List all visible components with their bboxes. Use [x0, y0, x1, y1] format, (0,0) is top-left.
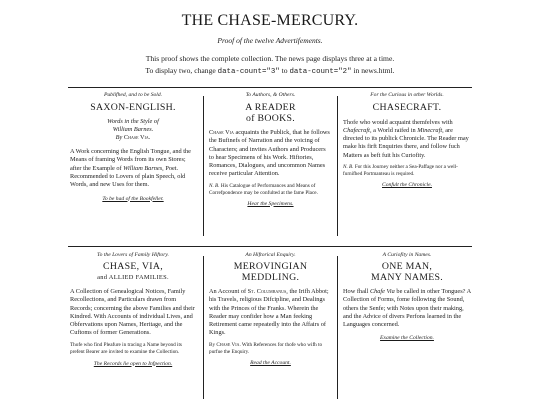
column-divider-2-bottom — [337, 256, 338, 399]
advertisement-merovingian-meddling — [209, 252, 332, 404]
records-link[interactable]: The Records lie open to Infpection. — [93, 360, 173, 367]
ad-nota-bene: N. B. His Catalogue of Performances and Means of Correfpondence may be confulted at the fame Place. — [209, 182, 318, 196]
ad-byline: Words in the Style of William Barnes. By Chase Via. — [107, 117, 159, 141]
ad-body: How fhall Chafe Via be called in other Tongues? A Collection of Forms, fome following the Sound, others the Senfe; with Notes upon their making, and the Advice of divers Perfons learned in the Languages concerned. — [343, 288, 471, 329]
ad-invitation: Thofe who find Pleafure in tracing a Name beyond its prefent Bearer are invited to examine the Collection. — [70, 341, 182, 355]
ad-kicker: To Authors, & Others. — [245, 92, 296, 98]
ad-body: An Account of St. Columbanus, the Irifh Abbot; his Travels, religious Difcipline, and Dealings with the Princes of the Franks. Wherein the Reader may confider how a Man feeking Retirement came repeatedly into the Affairs of Kings. — [209, 288, 329, 337]
advertisement-chase-via-families — [70, 252, 196, 404]
ad-kicker: For the Curious in other Worlds. — [370, 92, 444, 98]
ad-nota-bene: N. B. For this Journey neither a Sea-Paffage nor a well-furnifhed Portmanteau is required. — [343, 163, 458, 177]
ad-body: Chase Via acquaints the Publick, that he follows the Bufinefs of Narration and the voicing of Characters; and invites Authors and Producers to hear Specimens of his Work. Hiftories, Romances, Dialogues, and uncommon Names receive particular Attention. — [209, 129, 330, 178]
ad-title: ONE MAN, MANY NAMES. — [370, 261, 444, 283]
collection-link[interactable]: Examine the Collection. — [380, 335, 434, 342]
code-snippet-count-2: data-count="2" — [289, 68, 352, 76]
ad-kicker: An Hiftorical Enquiry. — [245, 252, 296, 258]
column-divider-2-top — [337, 96, 338, 236]
ad-body: Thofe who would acquaint themfelves with Chafecraft, a World raifed in Minecraft, are directed to its publick Chronicle. The Reader may make his firft Enquiries there, and follow fuch Matters as beft fuit his Curiofity. — [343, 118, 469, 159]
ad-title: MEROVINGIAN MEDDLING. — [233, 261, 308, 283]
advertisement-one-man-many-names — [343, 252, 471, 404]
specimens-link[interactable]: Hear the Specimens. — [247, 200, 294, 207]
column-divider-1-top — [203, 96, 204, 236]
ad-title: CHASE, VIA, and ALLIED FAMILIES. — [97, 261, 169, 281]
masthead-title: THE CHASE-MERCURY. — [181, 12, 359, 29]
ad-kicker: A Curiofity in Names. — [382, 252, 432, 258]
ad-title: A READER of BOOKS. — [245, 102, 296, 124]
account-link[interactable]: Read the Account. — [250, 359, 291, 366]
bookseller-link[interactable]: To be had of the Bookfeller. — [102, 195, 164, 202]
middle-rule — [68, 246, 472, 247]
code-snippet-count-3: data-count="3" — [217, 68, 280, 76]
advertisement-reader-of-books — [209, 92, 332, 242]
proof-note-line-2: To display two, change data-count="3" to data-count="2" in news.html. — [145, 66, 395, 76]
ad-title: SAXON-ENGLISH. — [90, 102, 176, 113]
ad-body: A Collection of Genealogical Notices, Family Recollections, and Particulars drawn from Records; concerning the above Families and their Kindred. With Accounts of individual Lives, and Obfervations upon Names, Heritage, and the Cuftoms of former Generations. — [70, 288, 195, 337]
chronicle-link[interactable]: Confult the Chronicle. — [382, 181, 432, 188]
proof-note-line-1: This proof shows the complete collection. The news page displays three at a time. — [145, 54, 395, 63]
ad-kicker: To the Lovers of Family Hiftory. — [97, 252, 169, 258]
ad-byline: By Chase Via. With References for thofe who wifh to purfue the Enquiry. — [209, 341, 323, 355]
top-rule — [68, 87, 472, 88]
advertisement-chasecraft — [343, 92, 471, 242]
ad-title: CHASECRAFT. — [372, 102, 442, 113]
ad-body: A Work concerning the English Tongue, and the Means of framing Words from its own Stores; after the Example of William Barnes, Poet. Recommended to Lovers of plain Speech, old Words, and new Uses for them. — [70, 148, 191, 189]
page-subtitle: Proof of the twelve Advertifements. — [217, 36, 323, 45]
advertisement-saxon-english — [70, 92, 196, 242]
ad-kicker: Publifhed, and to be Sold. — [103, 92, 163, 98]
column-divider-1-bottom — [203, 256, 204, 399]
